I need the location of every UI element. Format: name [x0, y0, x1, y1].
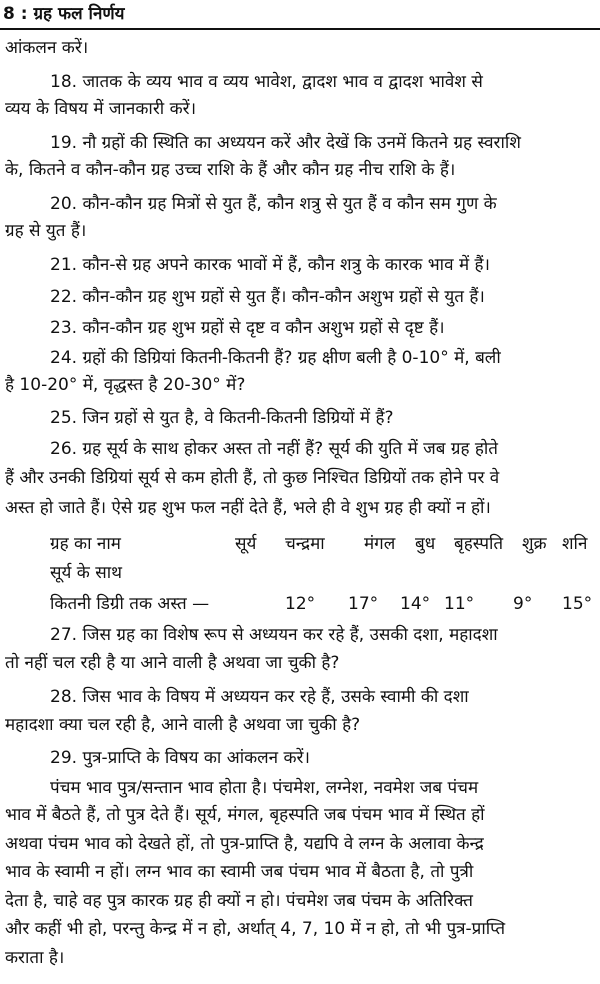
- planet-name: शनि: [562, 534, 588, 554]
- header-rule: [0, 28, 600, 30]
- text-line: है 10-20° में, वृद्धस्त है 20-30° में?: [5, 375, 246, 395]
- degree-value: 14°: [400, 594, 431, 614]
- text-line: आंकलन करें।: [5, 38, 89, 58]
- text-line: अस्त हो जाते हैं। ऐसे ग्रह शुभ फल नहीं देते हैं, भले ही वे शुभ ग्रह ही क्यों न हों।: [5, 498, 491, 518]
- item-26-line: 26. ग्रह सूर्य के साथ होकर अस्त तो नहीं हैं? सूर्य की युति में जब ग्रह होते: [50, 439, 499, 459]
- row-label: सूर्य के साथ: [50, 563, 122, 583]
- text-line: के, कितने व कौन-कौन ग्रह उच्च राशि के हैं और कौन ग्रह नीच राशि के हैं।: [5, 160, 456, 180]
- degree-value: 9°: [513, 594, 533, 614]
- combust-degrees-row: [50, 592, 596, 617]
- text-line: ग्रह से युत हैं।: [5, 221, 87, 241]
- text-line: भाव के स्वामी न हों। लग्न भाव का स्वामी जब पंचम भाव में बैठता है, तो पुत्री: [5, 862, 474, 882]
- text-line: व्यय के विषय में जानकारी करें।: [5, 99, 197, 119]
- planet-names-row: [50, 532, 596, 557]
- paragraph-first-line: पंचम भाव पुत्र/सन्तान भाव होता है। पंचमेश, लग्नेश, नवमेश जब पंचम: [50, 778, 479, 798]
- planet-name: शुक्र: [522, 534, 547, 554]
- with-sun-row: [50, 561, 596, 586]
- text-line: तो नहीं चल रही है या आने वाली है अथवा जा चुकी है?: [5, 653, 340, 673]
- row-label: ग्रह का नाम: [50, 534, 121, 554]
- text-line: भाव में बैठते हैं, तो पुत्र देते हैं। सूर्य, मंगल, बृहस्पति जब पंचम भाव में स्थित हों: [5, 805, 485, 825]
- planet-name: सूर्य: [235, 534, 257, 554]
- degree-value: 17°: [348, 594, 379, 614]
- item-18-line: 18. जातक के व्यय भाव व व्यय भावेश, द्वादश भाव व द्वादश भावेश से: [50, 72, 483, 92]
- degree-value: 12°: [285, 594, 316, 614]
- degree-value: 15°: [562, 594, 593, 614]
- text-line: कराता है।: [5, 948, 65, 968]
- item-22-line: 22. कौन-कौन ग्रह शुभ ग्रहों से युत हैं। कौन-कौन अशुभ ग्रहों से युत हैं।: [50, 287, 485, 307]
- item-27-line: 27. जिस ग्रह का विशेष रूप से अध्ययन कर रहे हैं, उसकी दशा, महादशा: [50, 625, 498, 645]
- text-line: हैं और उनकी डिग्रियां सूर्य से कम होती हैं, तो कुछ निश्चित डिग्रियों तक होने पर वे: [5, 468, 500, 488]
- item-29-line: 29. पुत्र-प्राप्ति के विषय का आंकलन करें।: [50, 748, 310, 768]
- running-head: 8 : ग्रह फल निर्णय: [3, 4, 125, 24]
- item-24-line: 24. ग्रहों की डिग्रियां कितनी-कितनी हैं? ग्रह क्षीण बली है 0-10° में, बली: [50, 348, 501, 368]
- planet-name: चन्द्रमा: [285, 534, 325, 554]
- row-label: कितनी डिग्री तक अस्त —: [50, 594, 210, 614]
- text-line: अथवा पंचम भाव को देखते हों, तो पुत्र-प्राप्ति है, यद्यपि वे लग्न के अलावा केन्द्र: [5, 834, 484, 854]
- item-23-line: 23. कौन-कौन ग्रह शुभ ग्रहों से दृष्ट व कौन अशुभ ग्रहों से दृष्ट हैं।: [50, 318, 445, 338]
- item-20-line: 20. कौन-कौन ग्रह मित्रों से युत हैं, कौन शत्रु से युत हैं व कौन सम गुण के: [50, 194, 497, 214]
- text-line: महादशा क्या चल रही है, आने वाली है अथवा जा चुकी है?: [5, 715, 361, 735]
- planet-name: मंगल: [364, 534, 396, 554]
- item-28-line: 28. जिस भाव के विषय में अध्ययन कर रहे हैं, उसके स्वामी की दशा: [50, 687, 469, 707]
- item-25-line: 25. जिन ग्रहों से युत है, वे कितनी-कितनी डिग्रियों में हैं?: [50, 408, 394, 428]
- planet-name: बृहस्पति: [454, 534, 504, 554]
- planet-name: बुध: [415, 534, 436, 554]
- text-line: देता है, चाहे वह पुत्र कारक ग्रह ही क्यों न हो। पंचमेश जब पंचम के अतिरिक्त: [5, 891, 473, 911]
- degree-value: 11°: [444, 594, 475, 614]
- text-line: और कहीं भी हो, परन्तु केन्द्र में न हो, अर्थात् 4, 7, 10 में न हो, तो भी पुत्र-प्राप्ति: [5, 919, 506, 939]
- item-21-line: 21. कौन-से ग्रह अपने कारक भावों में हैं, कौन शत्रु के कारक भाव में हैं।: [50, 255, 490, 275]
- item-19-line: 19. नौ ग्रहों की स्थिति का अध्ययन करें और देखें कि उनमें कितने ग्रह स्वराशि: [50, 133, 521, 153]
